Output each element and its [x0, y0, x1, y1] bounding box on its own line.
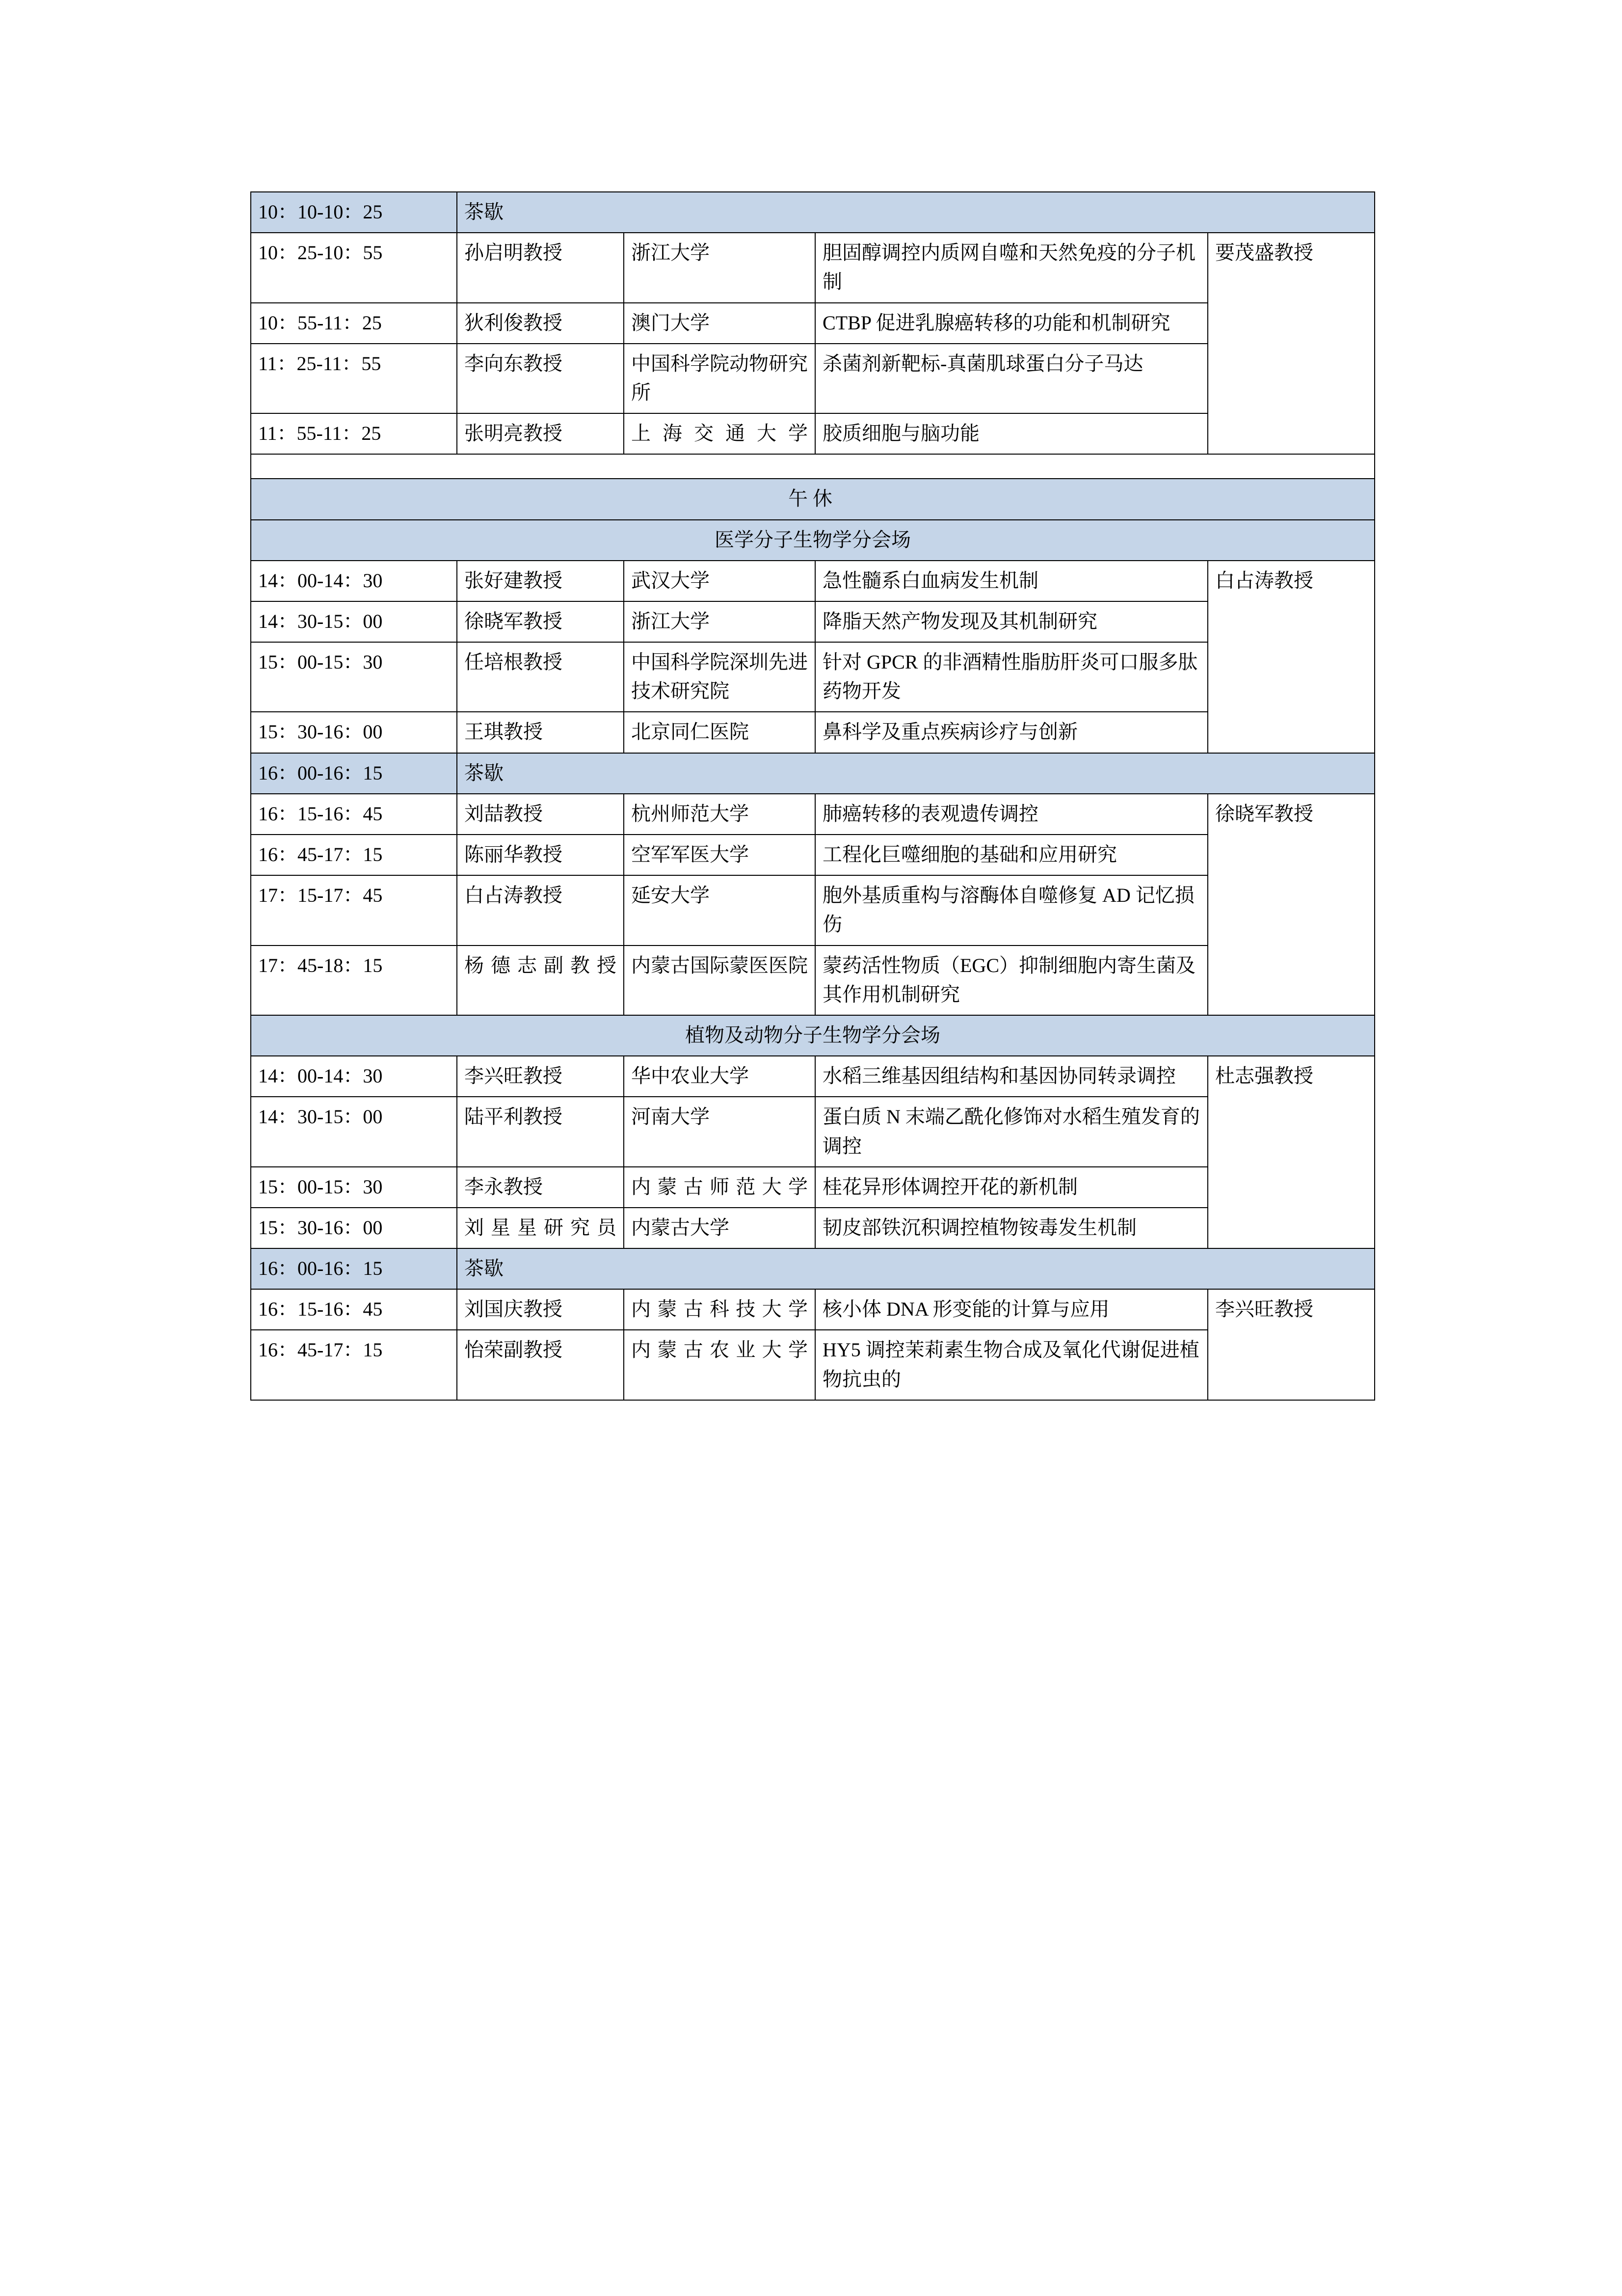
talk-affiliation: 内蒙古师范大学: [624, 1167, 815, 1208]
talk-time: 17：45-18：15: [251, 945, 457, 1015]
table-row: [251, 835, 1375, 875]
section-header-row: [251, 1015, 1375, 1056]
talk-title: 核小体 DNA 形变能的计算与应用: [815, 1289, 1208, 1330]
talk-speaker: 孙启明教授: [457, 233, 624, 302]
table-row: [251, 1167, 1375, 1208]
section-header-row: [251, 520, 1375, 561]
talk-affiliation: 内蒙古国际蒙医医院: [624, 945, 815, 1015]
table-row: [251, 344, 1375, 413]
talk-title: 桂花异形体调控开花的新机制: [815, 1167, 1208, 1208]
talk-speaker: 陈丽华教授: [457, 835, 624, 875]
talk-title: 降脂天然产物发现及其机制研究: [815, 601, 1208, 642]
talk-title: 水稻三维基因组结构和基因协同转录调控: [815, 1056, 1208, 1097]
talk-speaker: 刘星星研究员: [457, 1208, 624, 1248]
break-label: 茶歇: [457, 753, 1375, 794]
talk-speaker: 张明亮教授: [457, 413, 624, 454]
talk-affiliation: 武汉大学: [624, 561, 815, 601]
table-row: [251, 1056, 1375, 1097]
break-label: 茶歇: [457, 1248, 1375, 1289]
talk-speaker: 白占涛教授: [457, 875, 624, 945]
break-time: 16：00-16：15: [251, 1248, 457, 1289]
talk-title: 针对 GPCR 的非酒精性脂肪肝炎可口服多肽药物开发: [815, 642, 1208, 712]
table-row: [251, 601, 1375, 642]
talk-speaker: 李向东教授: [457, 344, 624, 413]
talk-affiliation: 延安大学: [624, 875, 815, 945]
talk-speaker: 刘国庆教授: [457, 1289, 624, 1330]
talk-time: 15：00-15：30: [251, 642, 457, 712]
talk-title: 胆固醇调控内质网自噬和天然免疫的分子机制: [815, 233, 1208, 302]
talk-time: 14：30-15：00: [251, 1097, 457, 1166]
session-chair: 要茂盛教授: [1208, 233, 1375, 454]
table-row: [251, 712, 1375, 753]
session-chair: 李兴旺教授: [1208, 1289, 1375, 1400]
talk-speaker: 刘喆教授: [457, 794, 624, 835]
talk-affiliation: 浙江大学: [624, 601, 815, 642]
table-row: [251, 561, 1375, 601]
talk-title: 杀菌剂新靶标-真菌肌球蛋白分子马达: [815, 344, 1208, 413]
lunch-row: [251, 479, 1375, 519]
table-row: [251, 303, 1375, 344]
talk-affiliation: 杭州师范大学: [624, 794, 815, 835]
table-row: [251, 233, 1375, 302]
talk-affiliation: 上海交通大学: [624, 413, 815, 454]
talk-speaker: 张好建教授: [457, 561, 624, 601]
talk-affiliation: 内蒙古农业大学: [624, 1330, 815, 1400]
talk-affiliation: 浙江大学: [624, 233, 815, 302]
talk-speaker: 狄利俊教授: [457, 303, 624, 344]
talk-time: 15：00-15：30: [251, 1167, 457, 1208]
session-chair: 徐晓军教授: [1208, 794, 1375, 1015]
schedule-table-body: [251, 192, 1375, 1400]
section-header-label: 植物及动物分子生物学分会场: [251, 1015, 1375, 1056]
talk-affiliation: 空军军医大学: [624, 835, 815, 875]
talk-affiliation: 中国科学院深圳先进技术研究院: [624, 642, 815, 712]
talk-title: 鼻科学及重点疾病诊疗与创新: [815, 712, 1208, 753]
talk-time: 16：45-17：15: [251, 1330, 457, 1400]
talk-speaker: 怡荣副教授: [457, 1330, 624, 1400]
talk-time: 16：15-16：45: [251, 794, 457, 835]
table-row: [251, 945, 1375, 1015]
talk-time: 14：30-15：00: [251, 601, 457, 642]
break-label: 茶歇: [457, 192, 1375, 233]
talk-time: 10：55-11：25: [251, 303, 457, 344]
lunch-label: 午休: [251, 479, 1375, 519]
break-time: 10：10-10：25: [251, 192, 457, 233]
talk-title: 蛋白质 N 末端乙酰化修饰对水稻生殖发育的调控: [815, 1097, 1208, 1166]
talk-time: 17：15-17：45: [251, 875, 457, 945]
table-row: [251, 875, 1375, 945]
talk-title: CTBP 促进乳腺癌转移的功能和机制研究: [815, 303, 1208, 344]
spacer-cell: [251, 454, 1375, 479]
talk-speaker: 陆平利教授: [457, 1097, 624, 1166]
talk-title: 蒙药活性物质（EGC）抑制细胞内寄生菌及其作用机制研究: [815, 945, 1208, 1015]
talk-title: 肺癌转移的表观遗传调控: [815, 794, 1208, 835]
talk-title: 急性髓系白血病发生机制: [815, 561, 1208, 601]
talk-title: 胞外基质重构与溶酶体自噬修复 AD 记忆损伤: [815, 875, 1208, 945]
break-row: [251, 1248, 1375, 1289]
schedule-table: [250, 191, 1375, 1401]
session-chair: 白占涛教授: [1208, 561, 1375, 753]
talk-time: 10：25-10：55: [251, 233, 457, 302]
talk-affiliation: 河南大学: [624, 1097, 815, 1166]
talk-affiliation: 中国科学院动物研究所: [624, 344, 815, 413]
table-row: [251, 1330, 1375, 1400]
talk-speaker: 李兴旺教授: [457, 1056, 624, 1097]
talk-affiliation: 内蒙古科技大学: [624, 1289, 815, 1330]
break-row: [251, 192, 1375, 233]
talk-affiliation: 华中农业大学: [624, 1056, 815, 1097]
talk-title: 韧皮部铁沉积调控植物铵毒发生机制: [815, 1208, 1208, 1248]
table-spacer: [251, 454, 1375, 479]
talk-time: 14：00-14：30: [251, 561, 457, 601]
table-row: [251, 413, 1375, 454]
talk-speaker: 杨德志副教授: [457, 945, 624, 1015]
talk-speaker: 王琪教授: [457, 712, 624, 753]
talk-time: 11：55-11：25: [251, 413, 457, 454]
talk-speaker: 李永教授: [457, 1167, 624, 1208]
talk-time: 15：30-16：00: [251, 1208, 457, 1248]
table-row: [251, 1097, 1375, 1166]
talk-title: HY5 调控茉莉素生物合成及氧化代谢促进植物抗虫的: [815, 1330, 1208, 1400]
table-row: [251, 642, 1375, 712]
talk-speaker: 任培根教授: [457, 642, 624, 712]
talk-title: 工程化巨噬细胞的基础和应用研究: [815, 835, 1208, 875]
talk-affiliation: 澳门大学: [624, 303, 815, 344]
talk-time: 14：00-14：30: [251, 1056, 457, 1097]
talk-speaker: 徐晓军教授: [457, 601, 624, 642]
break-time: 16：00-16：15: [251, 753, 457, 794]
talk-title: 胶质细胞与脑功能: [815, 413, 1208, 454]
talk-affiliation: 内蒙古大学: [624, 1208, 815, 1248]
talk-affiliation: 北京同仁医院: [624, 712, 815, 753]
session-chair: 杜志强教授: [1208, 1056, 1375, 1248]
table-row: [251, 1208, 1375, 1248]
break-row: [251, 753, 1375, 794]
talk-time: 16：15-16：45: [251, 1289, 457, 1330]
talk-time: 15：30-16：00: [251, 712, 457, 753]
table-row: [251, 1289, 1375, 1330]
table-row: [251, 794, 1375, 835]
section-header-label: 医学分子生物学分会场: [251, 520, 1375, 561]
talk-time: 11：25-11：55: [251, 344, 457, 413]
talk-time: 16：45-17：15: [251, 835, 457, 875]
